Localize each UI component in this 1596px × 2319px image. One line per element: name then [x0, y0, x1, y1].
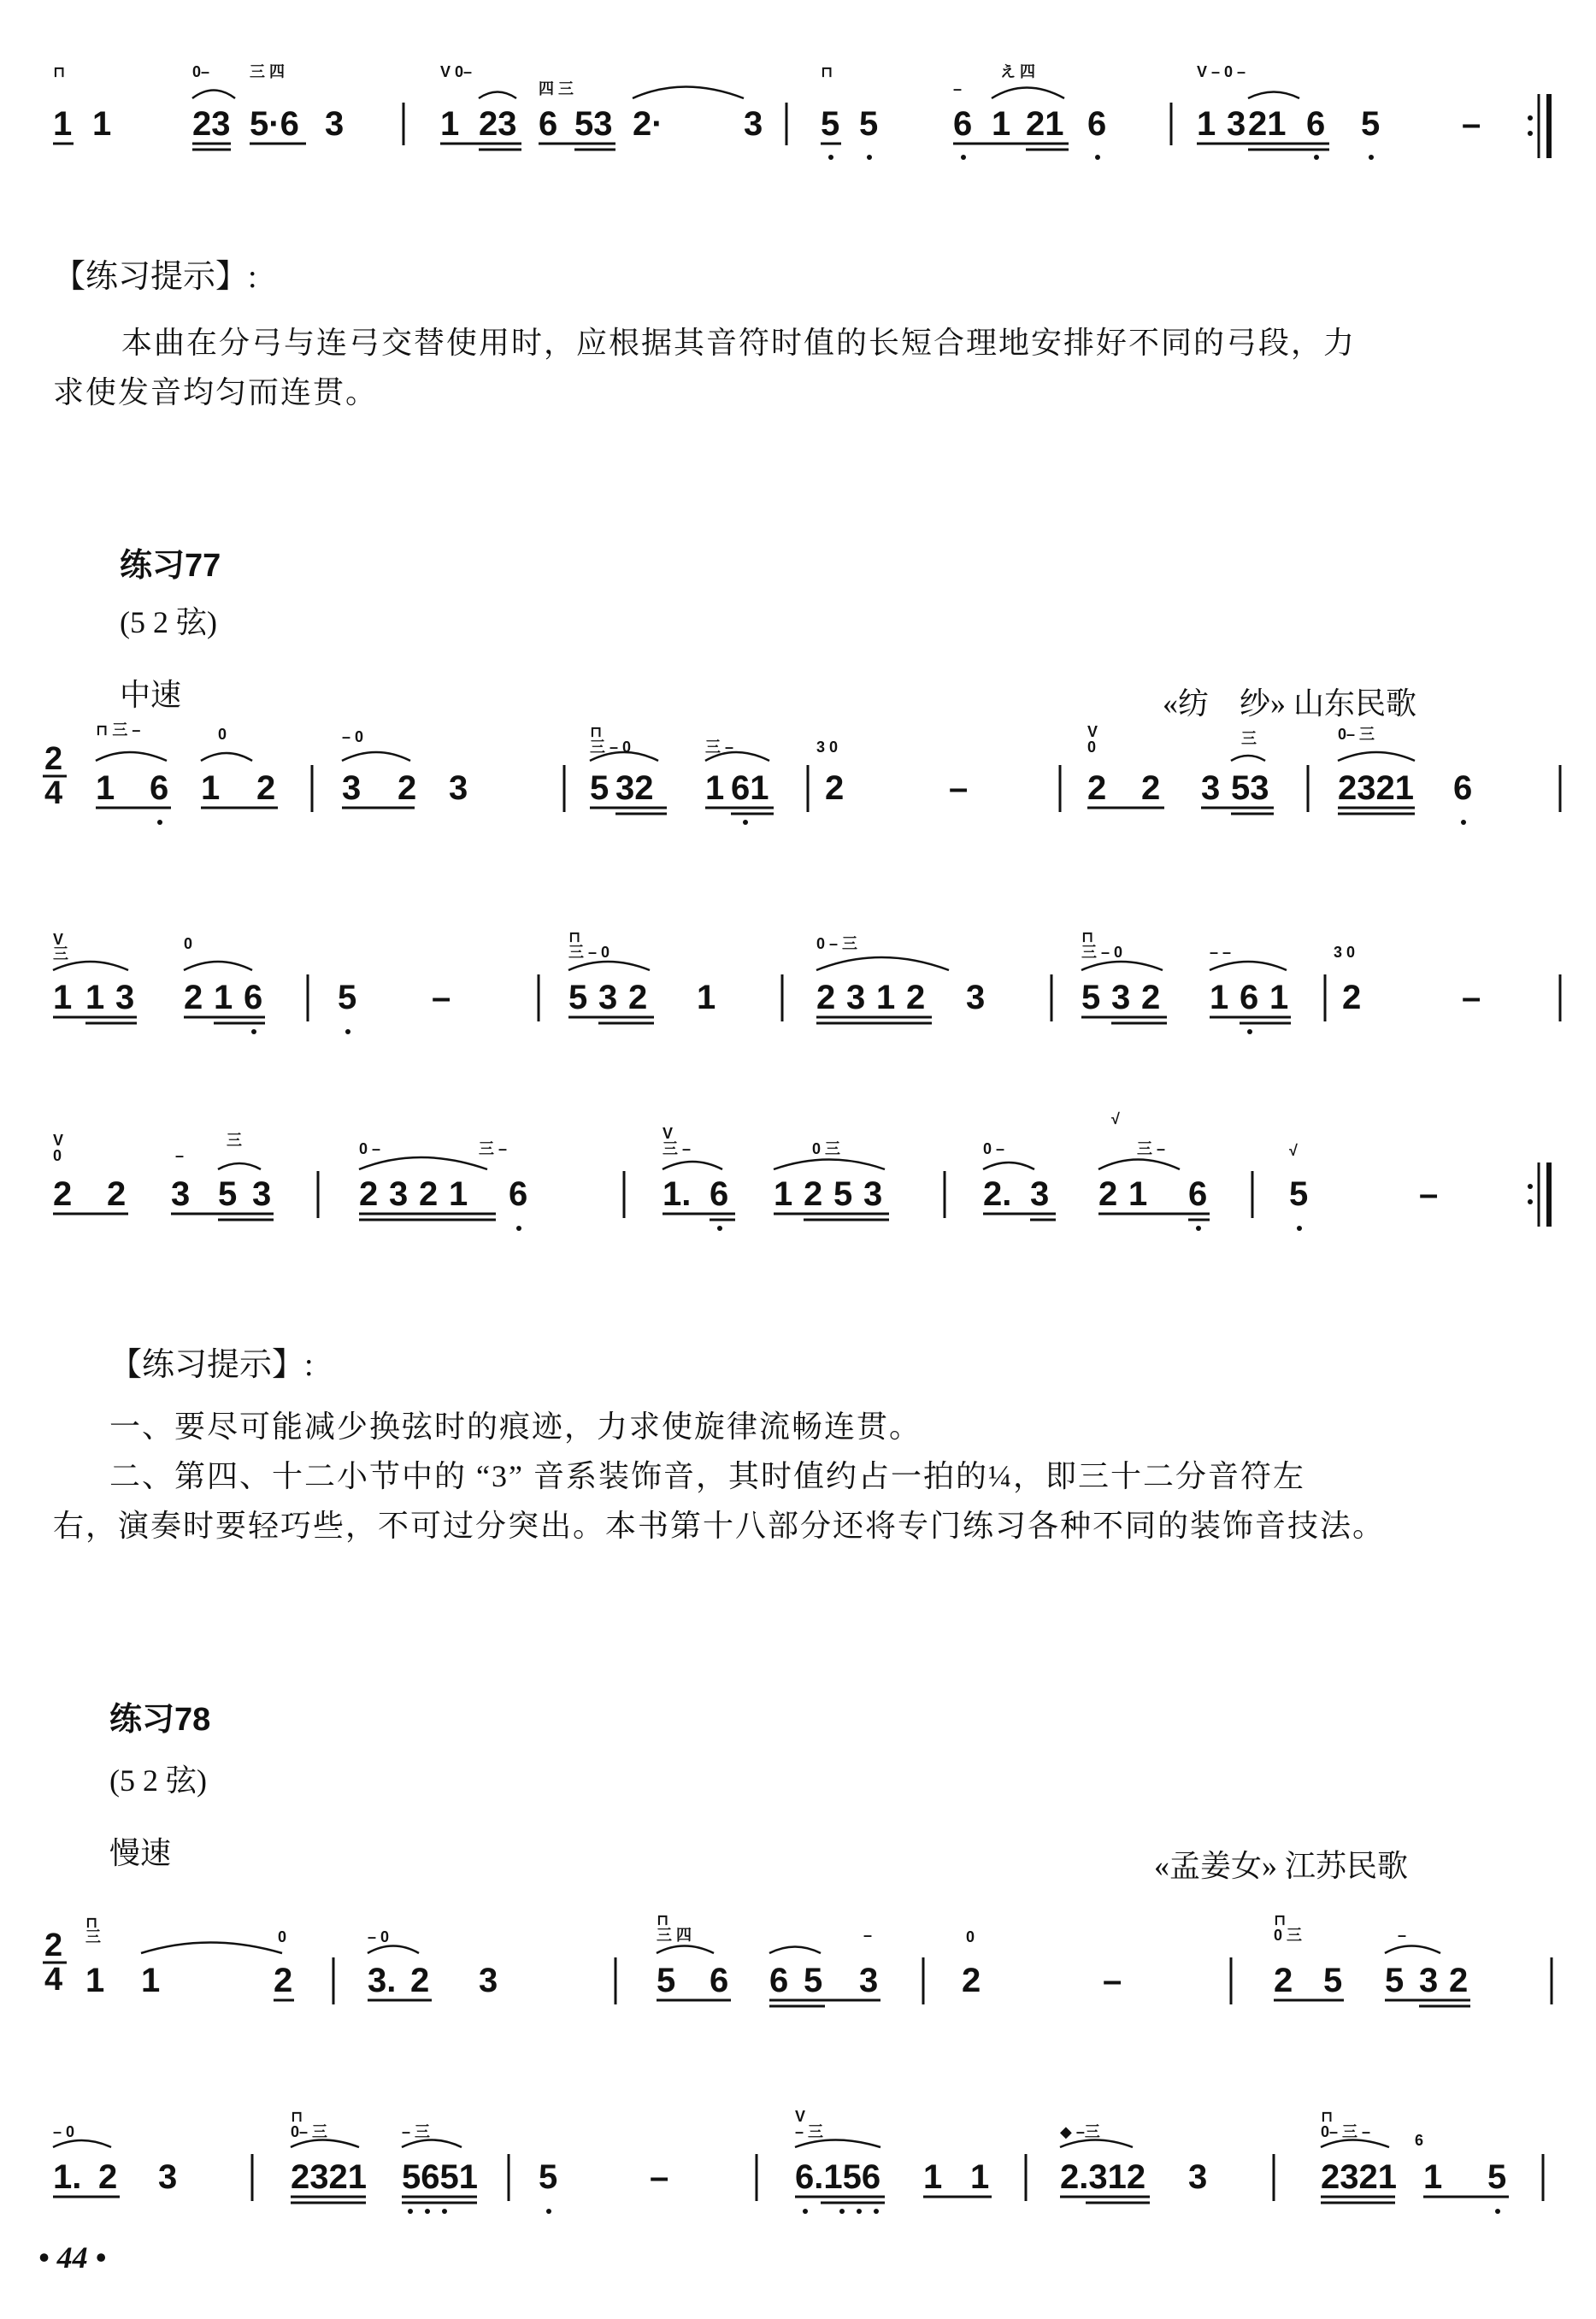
note: –	[650, 2158, 669, 2196]
note: 1	[876, 979, 896, 1016]
note: 1	[705, 769, 725, 807]
note: 1	[85, 1962, 105, 1999]
note: 3.	[368, 1962, 397, 1999]
notation-line-3	[0, 923, 1596, 1094]
svg-text:三: 三	[1241, 730, 1257, 747]
svg-text:V: V	[53, 931, 64, 948]
note: 1	[1423, 2158, 1443, 2196]
svg-text:0 – 三: 0 – 三	[816, 935, 858, 952]
svg-text:⊓ 三 –: ⊓ 三 –	[96, 721, 141, 739]
notation-line-5	[0, 1906, 1596, 2077]
note: 3	[744, 105, 763, 143]
note: 2.	[983, 1175, 1012, 1213]
svg-text:V – 0 –: V – 0 –	[1197, 63, 1246, 80]
note: 2	[906, 979, 926, 1016]
note: 2	[398, 769, 417, 807]
note: 2	[825, 769, 845, 807]
svg-text:四 三: 四 三	[539, 80, 574, 97]
svg-text:0: 0	[966, 1928, 975, 1945]
note: 2	[962, 1962, 981, 1999]
svg-text:え 四: え 四	[1000, 63, 1036, 80]
notation-line-1	[0, 51, 1596, 222]
song-source: «孟姜女» 江苏民歌	[1154, 1849, 1409, 1883]
note: 3	[115, 979, 135, 1016]
note: 2	[419, 1175, 439, 1213]
note: 5·6	[250, 105, 299, 143]
svg-text:⊓: ⊓	[1081, 928, 1094, 945]
note: 2321	[291, 2158, 367, 2196]
svg-text:0: 0	[218, 726, 227, 743]
string-tuning: (5 2 弦)	[109, 1763, 207, 1798]
note: 3	[846, 979, 866, 1016]
note: 1	[53, 105, 73, 143]
time-signature-top: 2	[44, 741, 63, 777]
note: 2	[1087, 769, 1107, 807]
note: 53	[574, 105, 613, 143]
note: 6	[1240, 979, 1259, 1016]
page-number: • 44 •	[38, 2240, 107, 2275]
note: 5	[568, 979, 588, 1016]
note: 5	[1361, 105, 1381, 143]
svg-text:–: –	[863, 1927, 873, 1944]
note: 6	[1453, 769, 1473, 807]
note: 2	[1274, 1962, 1293, 1999]
svg-text:0–: 0–	[192, 63, 210, 80]
note: 1	[96, 769, 115, 807]
note: 6	[1306, 105, 1326, 143]
svg-text:– 0: – 0	[53, 2123, 75, 2140]
note: 1.	[663, 1175, 692, 1213]
note: 23	[192, 105, 231, 143]
note: 1	[201, 769, 221, 807]
note: 3	[171, 1175, 191, 1213]
svg-text:⊓: ⊓	[291, 2108, 303, 2125]
svg-text:6: 6	[1415, 2132, 1424, 2149]
svg-text:0 三: 0 三	[812, 1140, 841, 1157]
exercise-title: 练习78	[109, 1702, 211, 1738]
note: 61	[731, 769, 769, 807]
note: 2	[1098, 1175, 1118, 1213]
note: 5	[1289, 1175, 1309, 1213]
note: 5	[859, 105, 879, 143]
note: 1	[141, 1962, 161, 1999]
note: –	[432, 979, 451, 1016]
note: –	[1462, 105, 1481, 143]
note: 21	[1026, 105, 1064, 143]
note: 1	[85, 979, 105, 1016]
note: 5	[218, 1175, 238, 1213]
svg-text:三 – 0: 三 – 0	[590, 739, 632, 756]
svg-text:0 –: 0 –	[983, 1140, 1005, 1157]
note: 2	[1141, 979, 1161, 1016]
note: 1	[697, 979, 716, 1016]
note: 1	[1197, 105, 1216, 143]
svg-text:–: –	[1398, 1927, 1407, 1944]
note: 5	[539, 2158, 558, 2196]
note: 6	[769, 1962, 789, 1999]
svg-text:三 四: 三 四	[250, 63, 286, 80]
note: 21	[1248, 105, 1287, 143]
note: 6	[710, 1962, 729, 1999]
svg-text:3 0: 3 0	[1334, 944, 1356, 961]
notation-line-4	[0, 1110, 1596, 1291]
hint-line: 右，演奏时要轻巧些，不可过分突出。本书第十八部分还将专门练习各种不同的装饰音技法。	[53, 1509, 1386, 1543]
svg-text:0 三: 0 三	[1274, 1927, 1303, 1944]
svg-text:0– 三 –: 0– 三 –	[1321, 2123, 1371, 2140]
note: 6.156	[795, 2158, 881, 2196]
svg-text:⊓: ⊓	[1274, 1911, 1287, 1928]
note: 23	[479, 105, 517, 143]
svg-text:⊓: ⊓	[85, 1914, 98, 1931]
svg-text:◆ –三: ◆ –三	[1060, 2123, 1100, 2140]
note: 2	[98, 2158, 118, 2196]
note: 5	[338, 979, 357, 1016]
hint-line: 本曲在分弓与连弓交替使用时，应根据其音符时值的长短合理地安排好不同的弓段，力	[121, 326, 1357, 360]
note: 6	[1087, 105, 1107, 143]
note: 3	[1111, 979, 1131, 1016]
note: 1	[1128, 1175, 1148, 1213]
note: 2321	[1338, 769, 1414, 807]
note: 5	[657, 1962, 676, 1999]
svg-text:V 0–: V 0–	[440, 63, 473, 80]
note: 1	[92, 105, 112, 143]
note: 2	[53, 1175, 73, 1213]
note: 2	[410, 1962, 430, 1999]
note: 2	[1141, 769, 1161, 807]
svg-text:– 三: – 三	[402, 2123, 431, 2140]
note: –	[1419, 1175, 1439, 1213]
exercise-title: 练习77	[120, 548, 221, 584]
note: 6	[710, 1175, 729, 1213]
note: 1	[1210, 979, 1229, 1016]
note: 1	[992, 105, 1011, 143]
hint-line: 二、第四、十二小节中的 “3” 音系装饰音，其时值约占一拍的¼，即三十二分音符左	[109, 1459, 1305, 1493]
svg-text:三 –: 三 –	[479, 1140, 508, 1157]
time-signature-bottom: 4	[44, 775, 63, 811]
note: 1.	[53, 2158, 82, 2196]
note: 2	[804, 1175, 823, 1213]
note: 3	[1030, 1175, 1050, 1213]
svg-text:– 三: – 三	[795, 2123, 824, 2140]
note: 3	[342, 769, 362, 807]
svg-text:V: V	[1087, 723, 1098, 740]
svg-text:√: √	[1111, 1110, 1120, 1127]
time-signature-bottom: 4	[44, 1962, 63, 1998]
note: 3	[863, 1175, 883, 1213]
note: 3	[859, 1962, 879, 1999]
note: 53	[1231, 769, 1269, 807]
note: 1	[214, 979, 233, 1016]
svg-text:0: 0	[278, 1928, 287, 1945]
note: 3	[1419, 1962, 1439, 1999]
hint-title: 【练习提示】:	[109, 1347, 314, 1383]
svg-text:√: √	[1289, 1142, 1298, 1159]
svg-text:三 – 0: 三 – 0	[1081, 944, 1123, 961]
hint-title: 【练习提示】:	[53, 259, 257, 295]
note: 3	[389, 1175, 409, 1213]
note: 5651	[402, 2158, 478, 2196]
svg-text:– –: – –	[1210, 944, 1232, 961]
note: 3	[966, 979, 986, 1016]
note: 5	[821, 105, 840, 143]
note: 3	[449, 769, 468, 807]
svg-text:– 0: – 0	[368, 1928, 390, 1945]
svg-text:三: 三	[85, 1928, 101, 1945]
time-signature-top: 2	[44, 1928, 63, 1963]
hint-line: 求使发音均匀而连贯。	[53, 375, 379, 409]
svg-text:0 –: 0 –	[359, 1140, 381, 1157]
note: 5	[1487, 2158, 1507, 2196]
note: 2	[107, 1175, 127, 1213]
note: 1	[440, 105, 460, 143]
svg-text:–: –	[953, 80, 963, 97]
note: 2	[184, 979, 203, 1016]
svg-text:三 四: 三 四	[657, 1927, 692, 1944]
svg-text:三: 三	[227, 1132, 242, 1149]
note: 2	[359, 1175, 379, 1213]
svg-text:V: V	[663, 1125, 674, 1142]
note: 3	[158, 2158, 178, 2196]
svg-text:0– 三: 0– 三	[291, 2123, 328, 2140]
note: 2·	[633, 105, 663, 143]
note: 3	[479, 1962, 498, 1999]
svg-text:0: 0	[184, 935, 193, 952]
svg-text:三 –: 三 –	[705, 739, 734, 756]
note: 5	[804, 1962, 823, 1999]
note: 1	[1269, 979, 1289, 1016]
note: 6	[1188, 1175, 1208, 1213]
note: 6	[150, 769, 169, 807]
hint-text	[53, 1402, 1583, 1551]
svg-text:– 0: – 0	[342, 728, 364, 745]
note: 6	[509, 1175, 528, 1213]
note: 5	[1323, 1962, 1343, 1999]
note: 2321	[1321, 2158, 1397, 2196]
svg-text:⊓: ⊓	[1321, 2108, 1334, 2125]
note: 1	[449, 1175, 468, 1213]
note: –	[949, 769, 969, 807]
hint-line: 一、要尽可能减少换弦时的痕迹，力求使旋律流畅连贯。	[109, 1410, 922, 1444]
note: 1	[53, 979, 73, 1016]
svg-text:0: 0	[53, 1147, 62, 1164]
svg-text:V: V	[53, 1132, 64, 1149]
song-source: «纺 纱» 山东民歌	[1163, 686, 1417, 721]
string-tuning: (5 2 弦)	[120, 605, 217, 639]
note: –	[1103, 1962, 1122, 1999]
note: 5	[833, 1175, 853, 1213]
note: 2	[1342, 979, 1362, 1016]
notation-line-2	[0, 718, 1596, 889]
note: 2	[628, 979, 648, 1016]
svg-text:V: V	[795, 2108, 806, 2125]
note: 32	[615, 769, 654, 807]
svg-text:0: 0	[1087, 739, 1097, 756]
tempo-marking: 中速	[120, 678, 182, 712]
note: 3	[1201, 769, 1221, 807]
note: 6	[539, 105, 558, 143]
svg-text:–: –	[175, 1147, 185, 1164]
notation-line-6	[0, 2103, 1596, 2274]
note: 2	[1449, 1962, 1469, 1999]
svg-text:三 –: 三 –	[663, 1140, 692, 1157]
note: 3	[252, 1175, 272, 1213]
svg-text:三 – 0: 三 – 0	[568, 944, 610, 961]
svg-text:3 0: 3 0	[816, 739, 839, 756]
note: 5	[590, 769, 610, 807]
note: 1	[774, 1175, 793, 1213]
svg-text:三 –: 三 –	[1137, 1140, 1166, 1157]
tempo-marking: 慢速	[109, 1836, 172, 1870]
note: 5	[1081, 979, 1101, 1016]
note: 5	[1385, 1962, 1405, 1999]
note: 1	[970, 2158, 990, 2196]
svg-text:⊓: ⊓	[590, 723, 603, 740]
note: –	[1462, 979, 1481, 1016]
note: 2	[256, 769, 276, 807]
hint-text	[53, 318, 1575, 417]
note: 2	[816, 979, 836, 1016]
svg-text:0– 三: 0– 三	[1338, 726, 1375, 743]
svg-text:⊓: ⊓	[821, 63, 833, 80]
note: 3	[598, 979, 618, 1016]
note: 6	[953, 105, 973, 143]
note: 3	[1188, 2158, 1208, 2196]
note: 1	[923, 2158, 943, 2196]
note: 2	[274, 1962, 293, 1999]
note: 3	[325, 105, 345, 143]
svg-text:三: 三	[53, 945, 68, 962]
note: 3	[1227, 105, 1246, 143]
svg-text:⊓: ⊓	[53, 63, 66, 80]
note: 2.312	[1060, 2158, 1146, 2196]
note: 6	[244, 979, 263, 1016]
svg-text:⊓: ⊓	[657, 1911, 669, 1928]
svg-text:⊓: ⊓	[568, 928, 581, 945]
